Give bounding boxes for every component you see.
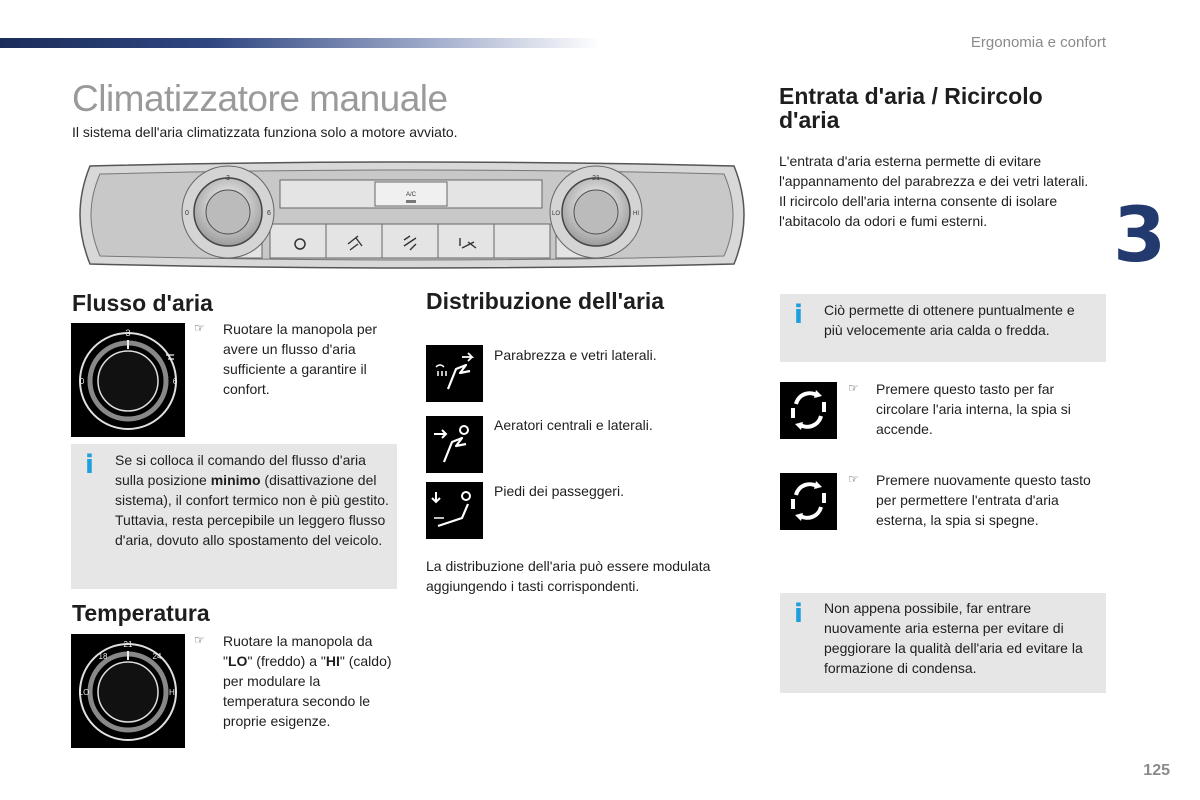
fan-scale-min: 0 — [185, 210, 189, 217]
page-title: Climatizzatore manuale — [72, 78, 448, 119]
temp-scale-lo: LO — [551, 211, 561, 217]
temp-knob-label-hi: HI — [169, 688, 177, 697]
flusso-info-text: Se si colloca il comando del flusso d'aria sulla posizione minimo (disattivazione del sistema), il confort termico non è più gestito. Tuttavia, resta percepibile un leggero flusso d'aria, dovuto allo spostamento del veicolo. — [115, 452, 389, 548]
temperature-knob-right — [550, 166, 642, 258]
temperature-knob-photo — [71, 634, 185, 748]
flusso-info-box — [71, 444, 397, 589]
bullet-icon: ☞ — [194, 321, 205, 335]
entrata-info-text: Ciò permette di ottenere puntualmente e più velocemente aria calda o fredda. — [824, 302, 1075, 338]
ac-label: A/C — [405, 192, 417, 198]
recirculation-off-text: Premere nuovamente questo tasto per permettere l'entrata d'aria esterna, la spia si spegne. — [876, 472, 1091, 528]
distribution-item-label: Aeratori centrali e laterali. — [494, 417, 653, 433]
fan-knob-label-3: 3 — [125, 328, 131, 338]
feet-icon — [426, 482, 483, 539]
temp-scale-hi: HI — [633, 211, 639, 217]
fan-knob-photo — [71, 323, 185, 437]
flusso-heading: Flusso d'aria — [72, 290, 213, 316]
temp-knob-label-18: 18 — [98, 652, 108, 661]
entrata-info-box-2 — [780, 593, 1106, 693]
temp-knob-label-21: 21 — [123, 640, 133, 649]
entrata-intro-2: Il ricircolo dell'aria interna consente di isolare l'abitacolo da odori e fumi esterni. — [779, 193, 1058, 229]
fan-scale-max: 6 — [267, 210, 271, 217]
entrata-heading: Entrata d'aria / Ricircolo d'aria — [779, 83, 1043, 133]
temp-knob-label-24: 24 — [152, 652, 162, 661]
info-icon: i — [794, 300, 803, 330]
recirculation-on-text: Premere questo tasto per far circolare l'aria interna, la spia si accende. — [876, 381, 1071, 437]
temp-knob-label-lo: LO — [78, 688, 90, 697]
fan-knob-label-6: 6 — [172, 377, 178, 386]
fan-scale-mid: 3 — [226, 175, 230, 182]
bullet-icon: ☞ — [848, 381, 859, 395]
flusso-instruction: Ruotare la manopola per avere un flusso d'aria sufficiente a garantire il confort. — [223, 321, 378, 397]
page-subtitle: Il sistema dell'aria climatizzata funziona solo a motore avviato. — [72, 124, 458, 140]
fan-knob-label-0: 0 — [79, 377, 85, 386]
distribuzione-heading: Distribuzione dell'aria — [426, 288, 665, 314]
windscreen-icon — [426, 345, 483, 402]
entrata-info-text-2: Non appena possibile, far entrare nuovamente aria esterna per evitare di peggiorare la qualità dell'aria ed evitare la formazione di condensa. — [824, 600, 1083, 676]
fan-knob-left — [182, 166, 274, 258]
chapter-number: 3 — [1113, 190, 1166, 279]
vents-icon — [426, 416, 483, 473]
info-icon: i — [794, 599, 803, 629]
entrata-intro-1: L'entrata d'aria esterna permette di evitare l'appannamento del parabrezza e dei vetri laterali. — [779, 153, 1089, 189]
recirculation-button-icon — [780, 382, 837, 439]
distribuzione-footer: La distribuzione dell'aria può essere modulata aggiungendo i tasti corrispondenti. — [426, 558, 711, 594]
info-icon: i — [85, 450, 94, 480]
entrata-intro — [779, 151, 1099, 231]
bullet-icon: ☞ — [848, 472, 859, 486]
temp-scale-mid: 21 — [592, 175, 600, 182]
bullet-icon: ☞ — [194, 633, 205, 647]
recirculation-button-icon — [780, 473, 837, 530]
temperatura-heading: Temperatura — [72, 600, 210, 626]
header-bar — [0, 38, 600, 48]
page-number: 125 — [1143, 762, 1170, 779]
temperatura-instruction: Ruotare la manopola da "LO" (freddo) a "HI" (caldo) per modulare la temperatura secondo le proprie esigenze. — [223, 633, 392, 729]
control-panel-illustration — [70, 160, 754, 270]
entrata-info-box — [780, 294, 1106, 362]
distribution-item-label: Piedi dei passeggeri. — [494, 483, 624, 499]
distribution-item-label: Parabrezza e vetri laterali. — [494, 347, 657, 363]
section-label: Ergonomia e confort — [970, 34, 1106, 51]
